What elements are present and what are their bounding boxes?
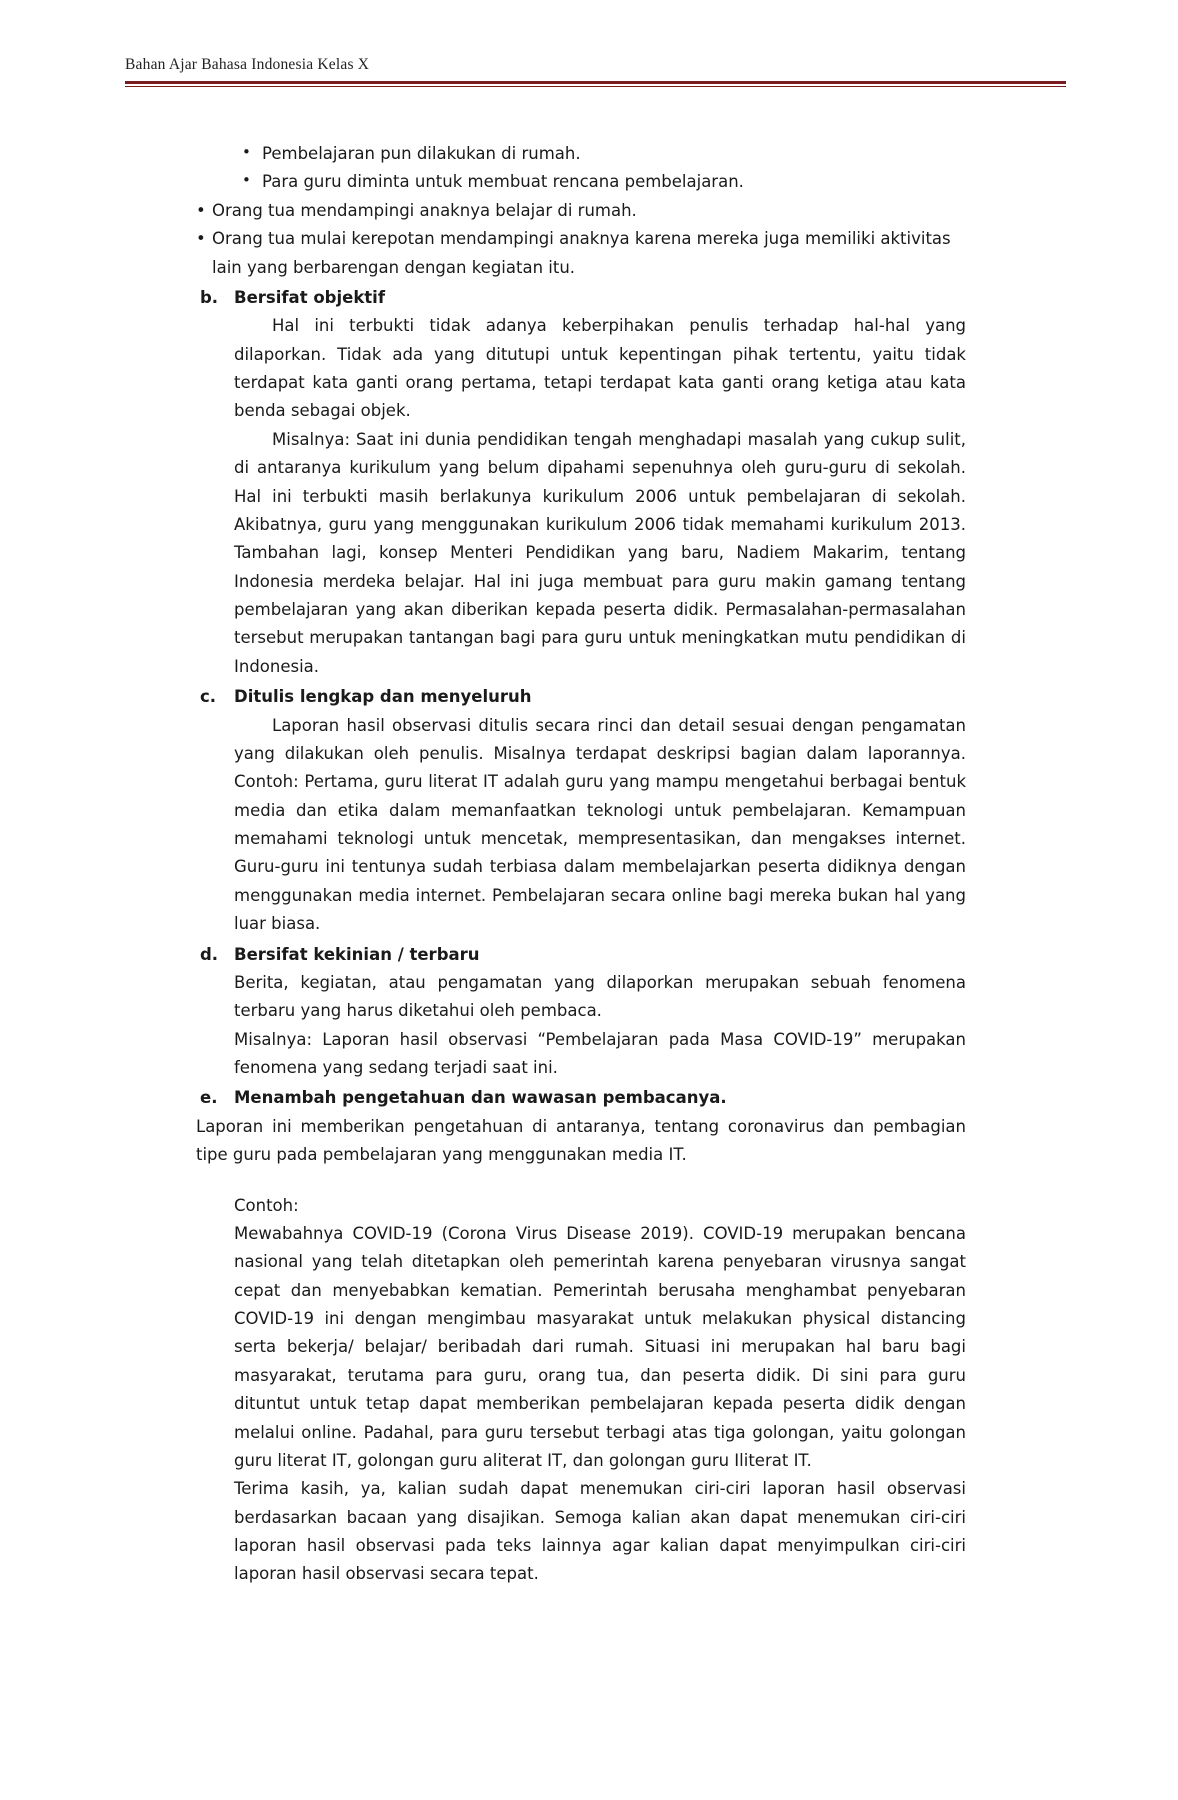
paragraph: Mewabahnya COVID-19 (Corona Virus Disease 2019). COVID-19 merupakan bencana nasional yang telah ditetapkan oleh pemerintah karena penyebaran virusnya sangat cepat dan menyebabkan kematian. Pemerintah berusaha menghambat penyebaran COVID-19 ini dengan mengimbau masyarakat untuk melakukan physical distancing serta bekerja/ belajar/ beribadah dari rumah. Situasi ini merupakan hal baru bagi masyarakat, terutama para guru, orang tua, dan peserta didik. Di sini para guru dituntut untuk tetap dapat memberikan pembelajaran kepada peserta didik dengan melalui online. Padahal, para guru tersebut terbagi atas tiga golongan, yaitu golongan guru literat IT, golongan guru aliterat IT, dan golongan guru Iliterat IT.	[234, 1223, 966, 1470]
list-title: Ditulis lengkap dan menyeluruh	[234, 687, 532, 707]
bullet-text: Orang tua mulai kerepotan mendampingi anaknya karena mereka juga memiliki aktivitas lain yang berbarengan dengan kegiatan itu.	[212, 229, 951, 277]
bullet-text: Pembelajaran pun dilakukan di rumah.	[262, 144, 581, 163]
bullet-icon: •	[196, 200, 206, 220]
example-label: Contoh:	[234, 1195, 299, 1215]
bullet-icon: •	[196, 229, 206, 249]
document-body	[196, 140, 966, 1589]
list-marker: c.	[200, 687, 217, 707]
bullet-icon: •	[242, 171, 251, 190]
list-marker: d.	[200, 944, 219, 964]
paragraph: Misalnya: Laporan hasil observasi “Pembelajaran pada Masa COVID-19” merupakan fenomena yang sedang terjadi saat ini.	[234, 1029, 966, 1077]
list-title: Bersifat objektif	[234, 287, 386, 307]
list-item	[196, 197, 966, 225]
list-item	[236, 140, 966, 168]
list-item	[236, 168, 966, 196]
list-title: Menambah pengetahuan dan wawasan pembacanya.	[234, 1088, 727, 1108]
list-item	[196, 225, 966, 282]
header-title: Bahan Ajar Bahasa Indonesia Kelas X	[125, 56, 370, 73]
example-block	[234, 1192, 966, 1589]
bullet-text: Orang tua mendampingi anaknya belajar di rumah.	[212, 200, 637, 220]
paragraph: Berita, kegiatan, atau pengamatan yang dilaporkan merupakan sebuah fenomena terbaru yang harus diketahui oleh pembaca.	[234, 972, 966, 1021]
list-item-d	[196, 941, 966, 1083]
closing-paragraph: Laporan ini memberikan pengetahuan di antaranya, tentang coronavirus dan pembagian tipe guru pada pembelajaran yang menggunakan media IT.	[196, 1116, 966, 1165]
paragraph: Hal ini terbukti tidak adanya keberpihakan penulis terhadap hal-hal yang dilaporkan. Tidak ada yang ditutupi untuk kepentingan pihak tertentu, yaitu tidak terdapat kata ganti orang pertama, tetapi terdapat kata ganti orang ketiga atau kata benda sebagai objek.	[234, 316, 966, 421]
list-title: Bersifat kekinian / terbaru	[234, 944, 480, 964]
list-marker: b.	[200, 287, 219, 307]
list-item-b	[196, 284, 966, 681]
header-rule-thin	[125, 86, 1066, 87]
list-body	[234, 683, 966, 938]
paragraph: Misalnya: Saat ini dunia pendidikan tengah menghadapi masalah yang cukup sulit, di antaranya kurikulum yang belum dipahami sepenuhnya oleh guru-guru di sekolah. Hal ini terbukti masih berlakunya kurikulum 2006 untuk pembelajaran di sekolah. Akibatnya, guru yang menggunakan kurikulum 2006 tidak memahami kurikulum 2013. Tambahan lagi, konsep Menteri Pendidikan yang baru, Nadiem Makarim, tentang Indonesia merdeka belajar. Hal ini juga membuat para guru makin gamang tentang pembelajaran yang akan diberikan kepada peserta didik. Permasalahan-permasalahan tersebut merupakan tantangan bagi para guru untuk meningkatkan mutu pendidikan di Indonesia.	[234, 429, 966, 676]
plain-bullet-list	[196, 197, 966, 282]
header-rule-thick	[125, 81, 1066, 84]
list-body	[234, 284, 966, 681]
bullet-list	[236, 140, 966, 197]
paragraph: Laporan hasil observasi ditulis secara rinci dan detail sesuai dengan pengamatan yang dilakukan oleh penulis. Misalnya terdapat deskripsi bagian dalam laporannya. Contoh: Pertama, guru literat IT adalah guru yang mampu mengetahui berbagai bentuk media dan etika dalam memanfaatkan teknologi untuk pembelajaran. Kemampuan memahami teknologi untuk mencetak, mempresentasikan, dan mengakses internet. Guru-guru ini tentunya sudah terbiasa dalam membelajarkan peserta didiknya dengan menggunakan media internet. Pembelajaran secara online bagi mereka bukan hal yang luar biasa.	[234, 715, 966, 934]
list-marker: e.	[200, 1088, 218, 1108]
bullet-icon: •	[242, 143, 251, 161]
list-item-c	[196, 683, 966, 938]
list-item-e	[196, 1084, 966, 1112]
page-header	[125, 56, 1066, 87]
list-body	[234, 941, 966, 1083]
list-body	[234, 1084, 966, 1112]
bullet-text: Para guru diminta untuk membuat rencana pembelajaran.	[262, 172, 744, 192]
paragraph: Terima kasih, ya, kalian sudah dapat menemukan ciri-ciri laporan hasil observasi berdasarkan bacaan yang disajikan. Semoga kalian akan dapat menemukan ciri-ciri laporan hasil observasi pada teks lainnya agar kalian dapat menyimpulkan ciri-ciri laporan hasil observasi secara tepat.	[234, 1479, 966, 1584]
